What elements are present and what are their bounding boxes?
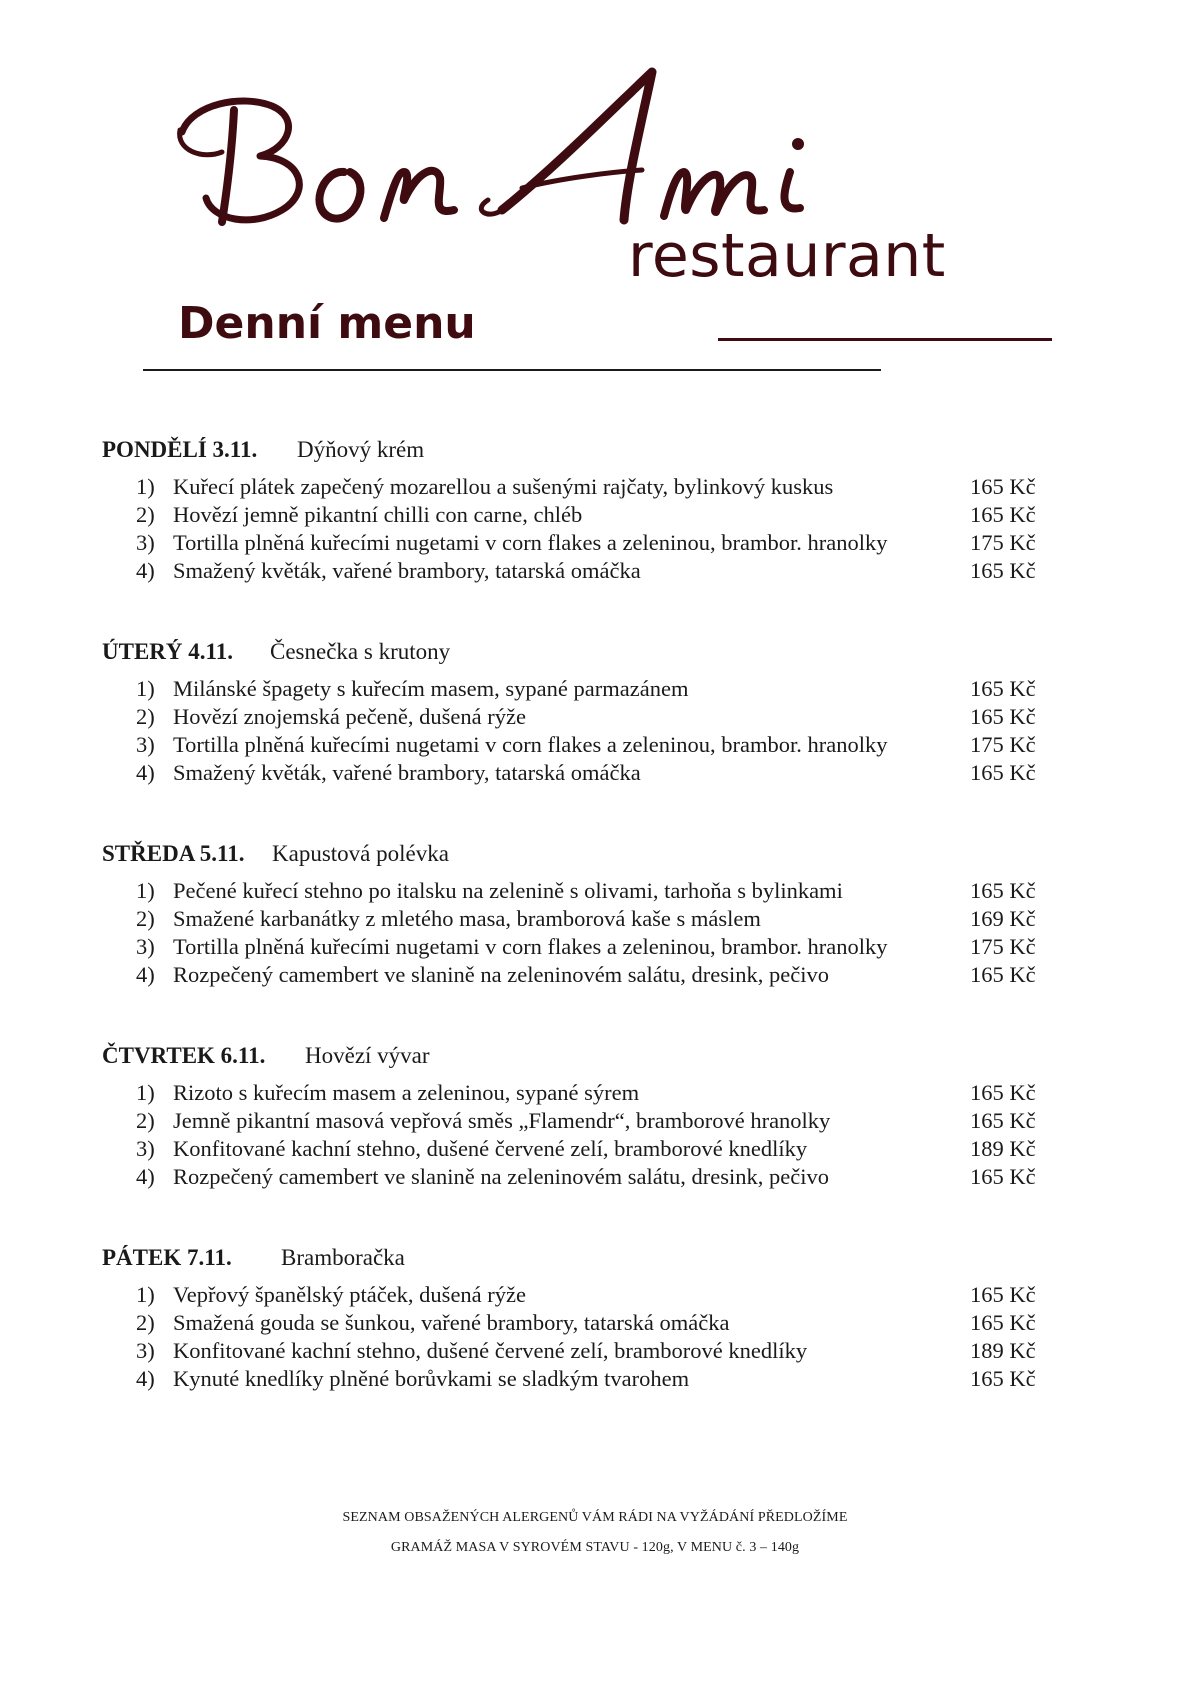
day-name: PÁTEK 7.11. (102, 1245, 232, 1270)
item-number: 2) (136, 1310, 155, 1335)
item-number: 1) (136, 878, 155, 903)
day-header (102, 838, 1052, 870)
item-description: Hovězí znojemská pečeně, dušená rýže (173, 704, 526, 729)
day-header (102, 1040, 1052, 1072)
item-price: 189 Kč (970, 1338, 1036, 1363)
day-section-wednesday (102, 838, 1052, 989)
soup-of-day: Dýňový krém (297, 437, 425, 462)
daily-menu-title: Denní menu (178, 298, 476, 349)
item-description: Tortilla plněná kuřecími nugetami v corn flakes a zeleninou, brambor. hranolky (173, 530, 888, 555)
menu-item (102, 473, 1052, 501)
menu-item (102, 1135, 1052, 1163)
item-number: 3) (136, 1338, 155, 1363)
day-section-monday (102, 434, 1052, 585)
dish-list (102, 877, 1052, 989)
item-number: 1) (136, 1080, 155, 1105)
allergen-notice: SEZNAM OBSAŽENÝCH ALERGENŮ VÁM RÁDI NA VYŽÁDÁNÍ PŘEDLOŽÍME (342, 1510, 848, 1525)
menu-item (102, 1309, 1052, 1337)
item-number: 3) (136, 1136, 155, 1161)
item-number: 2) (136, 704, 155, 729)
menu-item (102, 731, 1052, 759)
menu-item (102, 1281, 1052, 1309)
item-description: Jemně pikantní masová vepřová směs „Flamendr“, bramborové hranolky (173, 1108, 831, 1133)
menu-item (102, 1337, 1052, 1365)
menu-item (102, 1365, 1052, 1393)
item-price: 165 Kč (970, 676, 1036, 701)
item-price: 175 Kč (970, 934, 1036, 959)
item-description: Kuřecí plátek zapečený mozarellou a sušenými rajčaty, bylinkový kuskus (173, 474, 834, 499)
dish-list (102, 675, 1052, 787)
item-number: 4) (136, 558, 155, 583)
soup-of-day: Kapustová polévka (272, 841, 449, 866)
item-price: 165 Kč (970, 704, 1036, 729)
day-header (102, 434, 1052, 466)
item-number: 2) (136, 906, 155, 931)
dish-list (102, 1281, 1052, 1393)
item-description: Tortilla plněná kuřecími nugetami v corn flakes a zeleninou, brambor. hranolky (173, 732, 888, 757)
item-description: Vepřový španělský ptáček, dušená rýže (173, 1282, 527, 1307)
item-description: Smažené karbanátky z mletého masa, bramborová kaše s máslem (173, 906, 761, 931)
item-price: 165 Kč (970, 1080, 1036, 1105)
menu-item (102, 759, 1052, 787)
item-number: 3) (136, 530, 155, 555)
item-description: Konfitované kachní stehno, dušené červené zelí, bramborové knedlíky (173, 1338, 808, 1363)
item-price: 175 Kč (970, 732, 1036, 757)
day-header (102, 1242, 1052, 1274)
item-number: 3) (136, 732, 155, 757)
dish-list (102, 1079, 1052, 1191)
item-price: 165 Kč (970, 474, 1036, 499)
soup-of-day: Bramboračka (281, 1245, 405, 1270)
item-price: 189 Kč (970, 1136, 1036, 1161)
dish-list (102, 473, 1052, 585)
item-description: Tortilla plněná kuřecími nugetami v corn flakes a zeleninou, brambor. hranolky (173, 934, 888, 959)
soup-of-day: Hovězí vývar (305, 1043, 430, 1068)
item-description: Konfitované kachní stehno, dušené červené zelí, bramborové knedlíky (173, 1136, 808, 1161)
menu-item (102, 501, 1052, 529)
item-price: 165 Kč (970, 1108, 1036, 1133)
item-description: Rozpečený camembert ve slanině na zeleninovém salátu, dresink, pečivo (173, 1164, 829, 1189)
item-description: Smažený květák, vařené brambory, tatarská omáčka (173, 760, 641, 785)
menu-item (102, 905, 1052, 933)
day-name: ÚTERÝ 4.11. (102, 639, 233, 664)
menu-item (102, 1079, 1052, 1107)
menu-item (102, 877, 1052, 905)
item-price: 169 Kč (970, 906, 1036, 931)
menu-item (102, 703, 1052, 731)
item-number: 4) (136, 1366, 155, 1391)
item-price: 165 Kč (970, 558, 1036, 583)
item-number: 1) (136, 676, 155, 701)
item-number: 3) (136, 934, 155, 959)
item-number: 1) (136, 1282, 155, 1307)
item-description: Pečené kuřecí stehno po italsku na zelenině s olivami, tarhoňa s bylinkami (173, 878, 843, 903)
day-name: ČTVRTEK 6.11. (102, 1043, 266, 1068)
item-number: 2) (136, 502, 155, 527)
day-name: PONDĚLÍ 3.11. (102, 437, 258, 462)
menu-item (102, 529, 1052, 557)
meat-weight-notice: GRAMÁŽ MASA V SYROVÉM STAVU - 120g, V MENU č. 3 – 140g (390, 1540, 800, 1555)
item-price: 165 Kč (970, 1282, 1036, 1307)
item-price: 165 Kč (970, 1164, 1036, 1189)
soup-of-day: Česnečka s krutony (270, 639, 451, 664)
item-price: 175 Kč (970, 530, 1036, 555)
title-rule-left (143, 369, 881, 371)
day-header (102, 636, 1052, 668)
item-price: 165 Kč (970, 962, 1036, 987)
day-name: STŘEDA 5.11. (102, 841, 245, 866)
item-price: 165 Kč (970, 1310, 1036, 1335)
item-description: Smažený květák, vařené brambory, tatarská omáčka (173, 558, 641, 583)
item-description: Rizoto s kuřecím masem a zeleninou, sypané sýrem (173, 1080, 640, 1105)
item-price: 165 Kč (970, 760, 1036, 785)
menu-item (102, 1163, 1052, 1191)
menu-item (102, 675, 1052, 703)
day-section-thursday (102, 1040, 1052, 1191)
restaurant-subtitle: restaurant (628, 221, 946, 291)
menu-item (102, 933, 1052, 961)
item-number: 4) (136, 760, 155, 785)
title-rule-right (718, 338, 1052, 341)
day-section-tuesday (102, 636, 1052, 787)
item-price: 165 Kč (970, 1366, 1036, 1391)
item-description: Milánské špagety s kuřecím masem, sypané parmazánem (173, 676, 689, 701)
item-description: Rozpečený camembert ve slanině na zeleninovém salátu, dresink, pečivo (173, 962, 829, 987)
item-number: 4) (136, 962, 155, 987)
item-number: 1) (136, 474, 155, 499)
menu-item (102, 557, 1052, 585)
item-number: 2) (136, 1108, 155, 1133)
item-description: Kynuté knedlíky plněné borůvkami se sladkým tvarohem (173, 1366, 690, 1391)
day-section-friday (102, 1242, 1052, 1393)
item-price: 165 Kč (970, 502, 1036, 527)
menu-item (102, 961, 1052, 989)
item-price: 165 Kč (970, 878, 1036, 903)
item-description: Hovězí jemně pikantní chilli con carne, chléb (173, 502, 583, 527)
item-description: Smažená gouda se šunkou, vařené brambory, tatarská omáčka (173, 1310, 730, 1335)
menu-item (102, 1107, 1052, 1135)
item-number: 4) (136, 1164, 155, 1189)
